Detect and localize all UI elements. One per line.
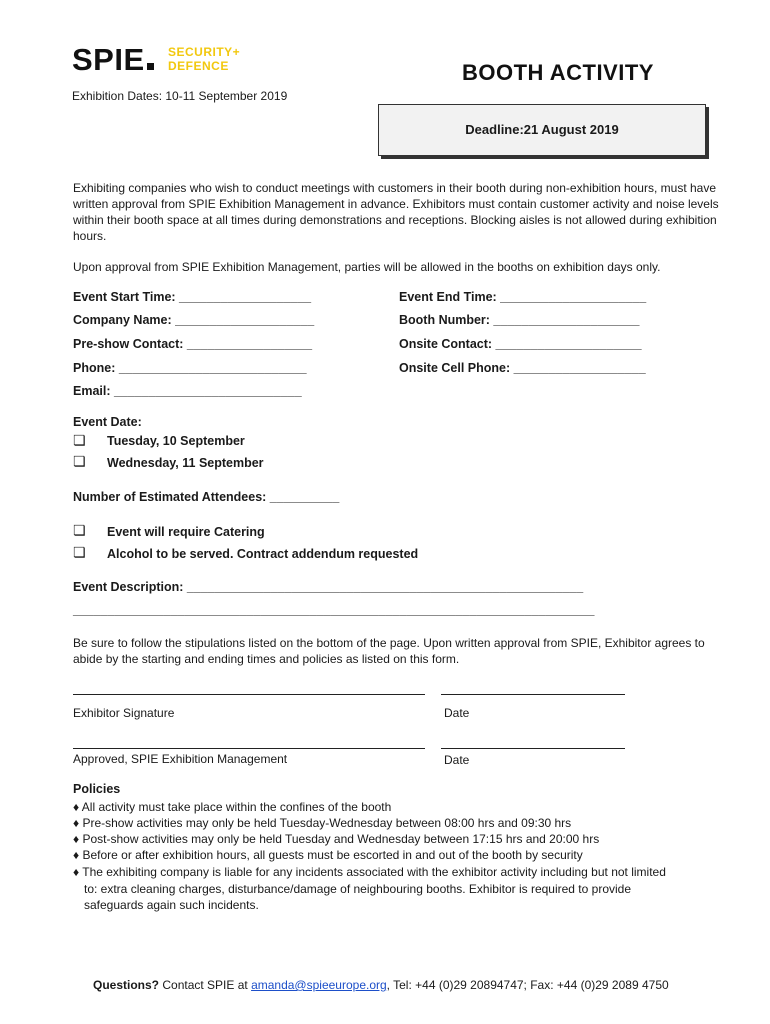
logo-subtitle: [168, 45, 240, 73]
event-description-line2[interactable]: ___________________________________________________________________________: [73, 603, 595, 617]
policy-item: ♦ Pre-show activities may only be held Tuesday-Wednesday between 08:00 hrs and 09:30 hrs: [73, 816, 572, 830]
policy-item-continued: safeguards again such incidents.: [84, 898, 259, 912]
stipulation-paragraph: Be sure to follow the stipulations listed on the bottom of the page. Upon written approval from SPIE, Exhibitor agrees to abide by the starting and ending times and policies as listed on this form.: [73, 636, 705, 666]
footer-questions: Questions?: [93, 978, 160, 992]
footer-contact-text: Contact SPIE at: [159, 978, 252, 992]
logo-brand: SPIE: [72, 42, 145, 77]
onsite-cell-field[interactable]: Onsite Cell Phone: ___________________: [399, 361, 646, 375]
footer-phone-fax: , Tel: +44 (0)29 20894747; Fax: +44 (0)29 2089 4750: [386, 978, 669, 992]
option-wednesday: Wednesday, 11 September: [107, 456, 264, 470]
event-date-label: Event Date:: [73, 415, 142, 429]
event-start-field[interactable]: Event Start Time: ___________________: [73, 290, 312, 304]
approval-paragraph: Upon approval from SPIE Exhibition Management, parties will be allowed in the booths on exhibition days only.: [73, 260, 661, 274]
preshow-contact-field[interactable]: Pre-show Contact: __________________: [73, 337, 313, 351]
approval-signature-line[interactable]: [73, 748, 425, 749]
policy-item-continued: to: extra cleaning charges, disturbance/damage of neighbouring booths. Exhibitor is required to provide: [84, 882, 632, 896]
date-line-2[interactable]: [441, 748, 625, 749]
exhibitor-signature-label: Exhibitor Signature: [73, 706, 175, 720]
booth-number-field[interactable]: Booth Number: _____________________: [399, 313, 640, 327]
checkbox-wednesday[interactable]: ❏: [73, 453, 86, 469]
policy-item: ♦ The exhibiting company is liable for any incidents associated with the exhibitor activity including but not limited: [73, 865, 666, 879]
logo-line2: DEFENCE: [168, 59, 229, 73]
event-end-field[interactable]: Event End Time: _____________________: [399, 290, 647, 304]
date-label-2: Date: [444, 753, 470, 767]
approval-signature-label: Approved, SPIE Exhibition Management: [73, 752, 288, 766]
intro-paragraph: Exhibiting companies who wish to conduct meetings with customers in their booth during non-exhibition hours, must have written approval from SPIE Exhibition Management in advance. Exhibitors must contain customer activity and noise levels within their booth space at all times during demonstrations and receptions. Blocking aisles is not allowed during exhibition hours.: [73, 181, 719, 243]
policy-item: ♦ Before or after exhibition hours, all guests must be escorted in and out of the booth by security: [73, 848, 583, 862]
policy-item: ♦ All activity must take place within the confines of the booth: [73, 800, 392, 814]
option-alcohol: Alcohol to be served. Contract addendum requested: [107, 547, 419, 561]
exhibitor-signature-line[interactable]: [73, 694, 425, 695]
footer-contact: [93, 978, 669, 992]
checkbox-tuesday[interactable]: ❏: [73, 432, 86, 448]
page-title: BOOTH ACTIVITY: [462, 60, 654, 85]
onsite-contact-field[interactable]: Onsite Contact: _____________________: [399, 337, 642, 351]
company-name-field[interactable]: Company Name: ____________________: [73, 313, 315, 327]
policies-title: Policies: [73, 782, 121, 796]
checkbox-catering[interactable]: ❏: [73, 522, 86, 538]
attendees-field[interactable]: Number of Estimated Attendees: __________: [73, 490, 340, 504]
logo-line1: SECURITY+: [168, 45, 241, 59]
policy-item: ♦ Post-show activities may only be held Tuesday and Wednesday between 17:15 hrs and 20:00 hrs: [73, 832, 600, 846]
date-line-1[interactable]: [441, 694, 625, 695]
exhibition-dates: Exhibition Dates: 10-11 September 2019: [72, 89, 288, 103]
option-tuesday: Tuesday, 10 September: [107, 434, 245, 448]
spie-logo: [72, 44, 154, 75]
event-description-field[interactable]: Event Description: _________________________________________________________: [73, 580, 584, 594]
phone-field[interactable]: Phone: ___________________________: [73, 361, 307, 375]
logo-dot: [147, 63, 154, 70]
deadline-box: [378, 104, 706, 156]
checkbox-alcohol[interactable]: ❏: [73, 544, 86, 560]
footer-email-link[interactable]: amanda@spieeurope.org: [251, 978, 387, 992]
deadline-text: Deadline:21 August 2019: [465, 122, 619, 137]
email-field[interactable]: Email: ___________________________: [73, 384, 302, 398]
date-label-1: Date: [444, 706, 470, 720]
option-catering: Event will require Catering: [107, 525, 265, 539]
